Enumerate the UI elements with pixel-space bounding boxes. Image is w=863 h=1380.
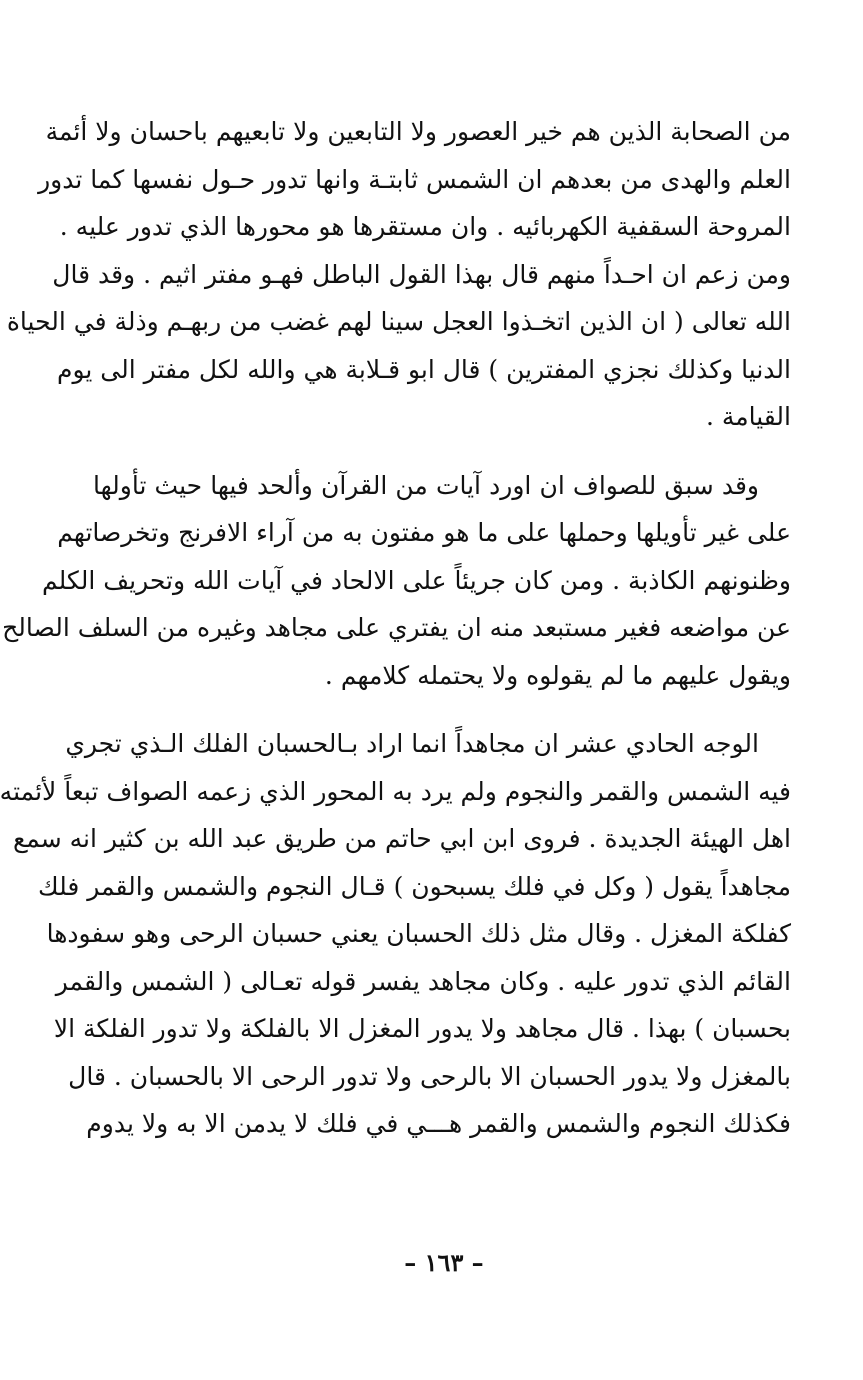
page-number: – ١٦٣ –	[404, 1248, 484, 1277]
text-line: القيامة .	[705, 402, 791, 431]
text-line: الدنيا وكذلك نجزي المفترين ) قال ابو قـلابة هي والله لكل مفتر الى يوم	[56, 354, 791, 384]
text-line: الله تعالى ( ان الذين اتخـذوا العجل سينا لهم غضب من ربهـم وذلة في الحياة	[6, 307, 791, 336]
text-line: فكذلك النجوم والشمس والقمر هـــي في فلك لا يدمن الا به ولا يدوم	[86, 1109, 791, 1138]
paragraph-3	[0, 720, 791, 1148]
text-line: القائم الذي تدور عليه . وكان مجاهد يفسر قوله تعـالى ( الشمس والقمر	[55, 966, 791, 996]
text-line: اهل الهيئة الجديدة . فروى ابن ابي حاتم من طريق عبد الله بن كثير انه سمع	[12, 824, 791, 853]
text-line: بالمغزل ولا يدور الحسبان الا بالرحى ولا تدور الرحى الا بالحسبان . قال	[68, 1061, 791, 1091]
text-line: الوجه الحادي عشر ان مجاهداً انما اراد بـالحسبان الفلك الـذي تجري	[65, 729, 759, 758]
page-body	[0, 108, 791, 1148]
paragraph-1	[6, 108, 791, 441]
text-line: كفلكة المغزل . وقال مثل ذلك الحسبان يعني حسبان الرحى وهو سفودها	[46, 919, 791, 948]
text-line: وظنونهم الكاذبة . ومن كان جريئاً على الالحاد في آيات الله وتحريف الكلم	[42, 565, 791, 595]
paragraph-2	[2, 462, 791, 700]
paragraph-gap	[93, 441, 791, 462]
text-line: ويقول عليهم ما لم يقولوه ولا يحتمله كلامهم .	[324, 660, 791, 690]
text-line: من الصحابة الذين هم خير العصور ولا التابعين ولا تابعيهم باحسان ولا أئمة	[45, 117, 791, 146]
text-line: المروحة السقفية الكهربائيه . وان مستقرها هو محورها الذي تدور عليه .	[59, 212, 791, 241]
text-line: ومن زعم ان احـداً منهم قال بهذا القول الباطل فهـو مفتر اثيم . وقد قال	[52, 259, 791, 289]
text-line: فيه الشمس والقمر والنجوم ولم يرد به المحور الذي زعمه الصواف تبعاً لأئمته	[0, 776, 791, 806]
paragraph-gap	[93, 699, 791, 720]
text-line: عن مواضعه فغير مستبعد منه ان يفتري على مجاهد وغيره من السلف الصالح	[2, 613, 791, 642]
text-line: بحسبان ) بهذا . قال مجاهد ولا يدور المغزل الا بالفلكة ولا تدور الفلكة الا	[53, 1014, 791, 1043]
text-line: وقد سبق للصواف ان اورد آيات من القرآن وألحد فيها حيث تأولها	[93, 470, 759, 500]
text-line: مجاهداً يقول ( وكل في فلك يسبحون ) قـال النجوم والشمس والقمر فلك	[38, 871, 791, 901]
text-line: على غير تأويلها وحملها على ما هو مفتون به من آراء الافرنج وتخرصاتهم	[57, 518, 791, 547]
text-line: العلم والهدى من بعدهم ان الشمس ثابتـة وانها تدور حـول نفسها كما تدور	[38, 164, 791, 194]
